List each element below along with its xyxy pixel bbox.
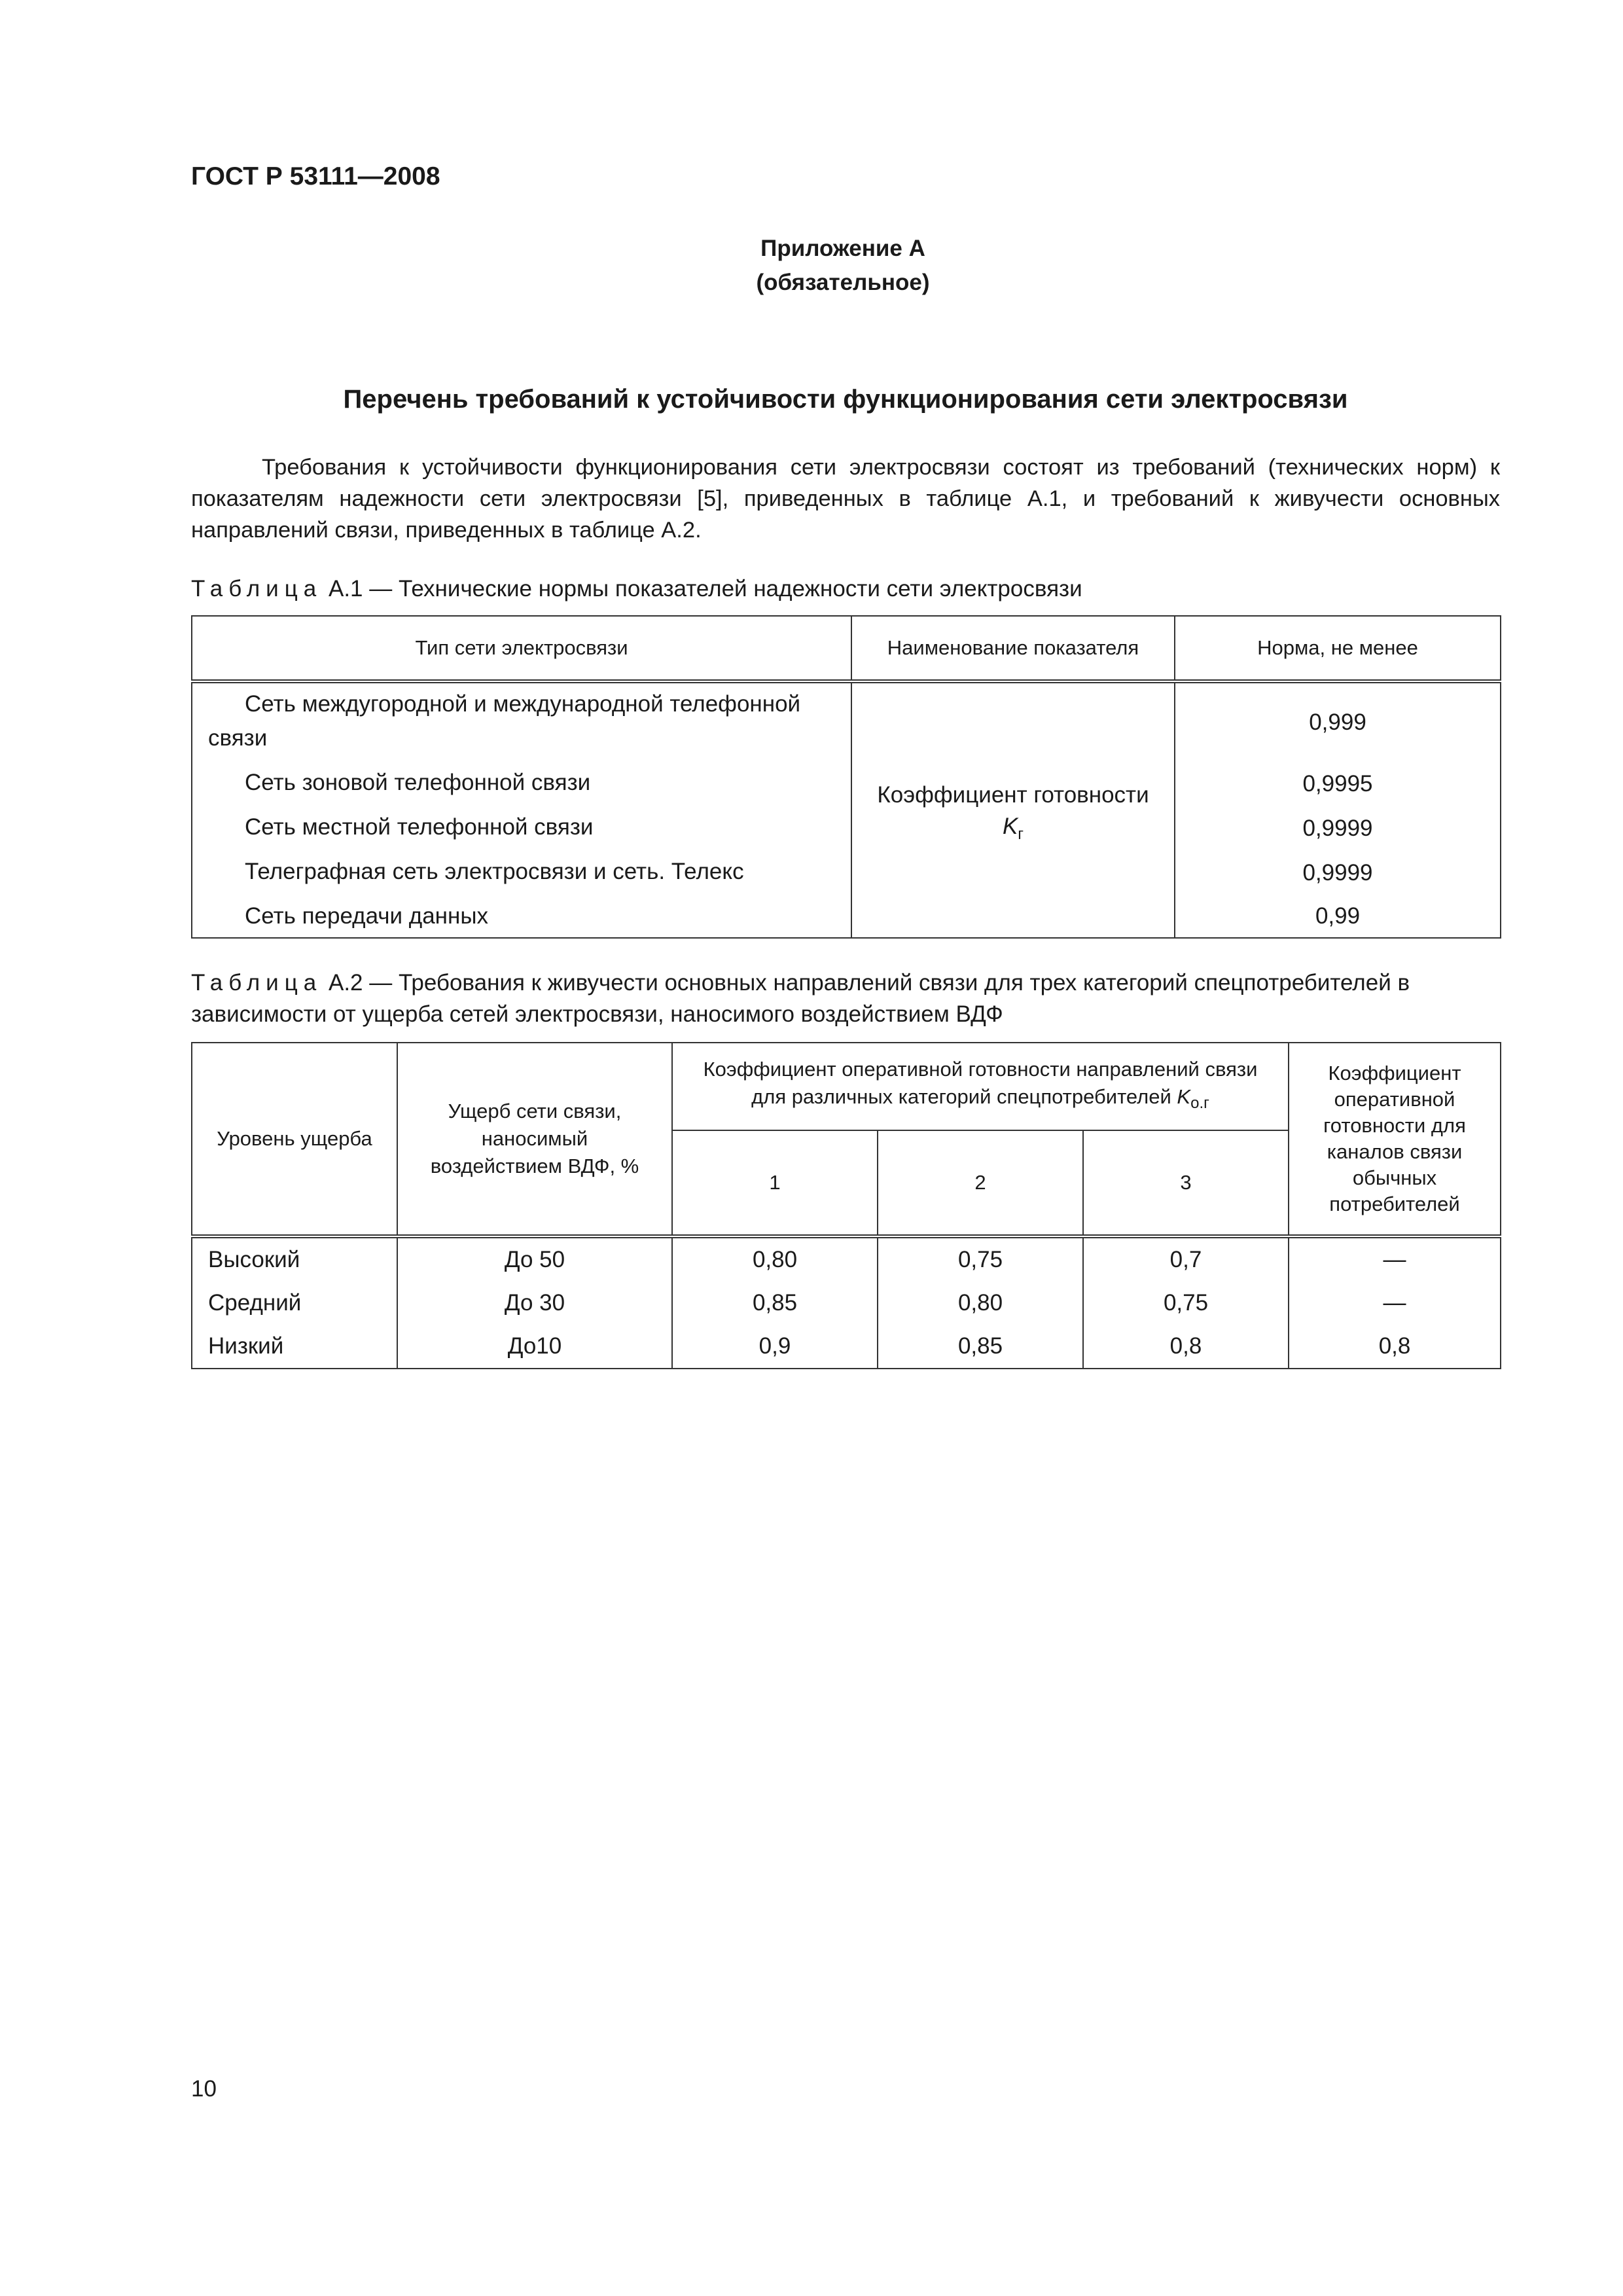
norm-cell: 0,9999 bbox=[1175, 806, 1501, 851]
header-category-1: 1 bbox=[672, 1130, 878, 1236]
table-a2 bbox=[191, 1042, 1501, 1369]
norm-cell: 0,999 bbox=[1175, 681, 1501, 762]
table-row bbox=[192, 1236, 1501, 1282]
level-cell: Высокий bbox=[192, 1236, 397, 1282]
header-damage-percent: Ущерб сети связи, наносимый воздействием ВДФ, % bbox=[397, 1043, 672, 1236]
network-type-cell: Сеть зоновой телефонной связи bbox=[192, 762, 851, 806]
indicator-cell bbox=[851, 681, 1175, 938]
table-row bbox=[192, 1325, 1501, 1369]
header-regular-consumers: Коэффициент оперативной готовности для каналов связи обычных потребителей bbox=[1289, 1043, 1501, 1236]
header-damage-level: Уровень ущерба bbox=[192, 1043, 397, 1236]
level-cell: Средний bbox=[192, 1282, 397, 1325]
header-indicator: Наименование показателя bbox=[851, 616, 1175, 681]
page-number: 10 bbox=[191, 2076, 217, 2102]
header-category-2: 2 bbox=[878, 1130, 1083, 1236]
regular-cell: — bbox=[1289, 1236, 1501, 1282]
intro-text: Требования к устойчивости функционирования сети электросвязи состоят из требований (технических норм) к показателям надежности сети электросвязи [5], приведенных в таблице А.1, и требований к живучести основных направлений связи, приведенных в таблице А.2. bbox=[191, 455, 1500, 543]
table-row bbox=[192, 806, 1501, 851]
table-row bbox=[192, 851, 1501, 895]
cat2-cell: 0,85 bbox=[878, 1325, 1083, 1369]
norm-cell: 0,99 bbox=[1175, 895, 1501, 938]
indicator-symbol: $K_г$ bbox=[1002, 814, 1024, 843]
damage-cell: До 30 bbox=[397, 1282, 672, 1325]
indicator-name: Коэффициент готовности bbox=[877, 782, 1149, 808]
norm-cell: 0,9995 bbox=[1175, 762, 1501, 806]
caption-text: А.2 — Требования к живучести основных направлений связи для трех категорий спецпотребителей в зависимости от ущерба сетей электросвязи, наносимого воздействием ВДФ bbox=[191, 970, 1410, 1027]
network-type-cell: Сеть передачи данных bbox=[192, 895, 851, 938]
table-a1 bbox=[191, 615, 1501, 939]
caption-label: Таблица bbox=[191, 576, 323, 601]
level-cell: Низкий bbox=[192, 1325, 397, 1369]
table-header-row bbox=[192, 616, 1501, 681]
network-type-cell: Сеть местной телефонной связи bbox=[192, 806, 851, 851]
caption-label: Таблица bbox=[191, 970, 323, 996]
cat3-cell: 0,7 bbox=[1083, 1236, 1289, 1282]
table-a1-caption bbox=[191, 573, 1500, 605]
table-header-row bbox=[192, 1043, 1501, 1130]
table-row bbox=[192, 1282, 1501, 1325]
cat1-cell: 0,80 bbox=[672, 1236, 878, 1282]
cat2-cell: 0,80 bbox=[878, 1282, 1083, 1325]
annex-title: Приложение А bbox=[760, 236, 925, 261]
header-norm: Норма, не менее bbox=[1175, 616, 1501, 681]
header-readiness-coefficient: Коэффициент оперативной готовности направлений связи для различных категорий спецпотребителей $K_{о.г}$ bbox=[672, 1043, 1289, 1130]
network-type-cell: Телеграфная сеть электросвязи и сеть. Телекс bbox=[192, 851, 851, 895]
cat1-cell: 0,85 bbox=[672, 1282, 878, 1325]
network-type-cell: Сеть междугородной и международной телефонной связи bbox=[192, 681, 851, 762]
regular-cell: 0,8 bbox=[1289, 1325, 1501, 1369]
section-title: Перечень требований к устойчивости функционирования сети электросвязи bbox=[343, 385, 1348, 414]
table-row bbox=[192, 762, 1501, 806]
annex-heading bbox=[0, 232, 1623, 300]
intro-paragraph bbox=[191, 452, 1500, 546]
caption-text: А.1 — Технические нормы показателей надежности сети электросвязи bbox=[328, 576, 1082, 601]
table-a2-caption bbox=[191, 967, 1500, 1030]
table-row bbox=[192, 681, 1501, 762]
header-category-3: 3 bbox=[1083, 1130, 1289, 1236]
cat3-cell: 0,75 bbox=[1083, 1282, 1289, 1325]
cat3-cell: 0,8 bbox=[1083, 1325, 1289, 1369]
damage-cell: До10 bbox=[397, 1325, 672, 1369]
document-code: ГОСТ Р 53111—2008 bbox=[191, 162, 440, 190]
cat2-cell: 0,75 bbox=[878, 1236, 1083, 1282]
cat1-cell: 0,9 bbox=[672, 1325, 878, 1369]
header-network-type: Тип сети электросвязи bbox=[192, 616, 851, 681]
regular-cell: — bbox=[1289, 1282, 1501, 1325]
annex-status: (обязательное) bbox=[756, 270, 930, 295]
table-row bbox=[192, 895, 1501, 938]
damage-cell: До 50 bbox=[397, 1236, 672, 1282]
norm-cell: 0,9999 bbox=[1175, 851, 1501, 895]
